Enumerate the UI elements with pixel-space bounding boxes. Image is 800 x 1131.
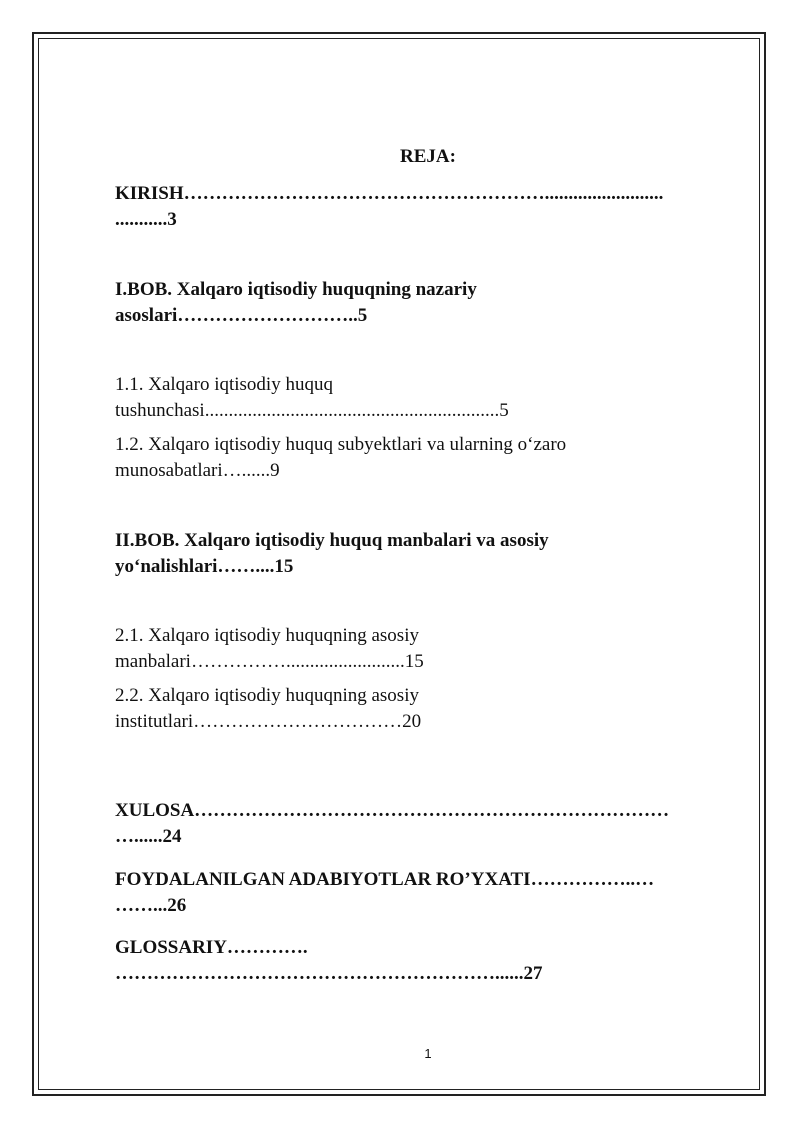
- toc-line: institutlari……………………………20: [115, 711, 422, 732]
- toc-entry-sec11: [115, 372, 745, 424]
- toc-line: ……………………………………………………......27: [115, 963, 543, 984]
- toc-line: tushunchasi..............................................................5: [115, 400, 509, 421]
- toc-line: 1.2. Xalqaro iqtisodiy huquq subyektlari va ularning o‘zaro: [115, 434, 567, 455]
- toc-entry-sec22: [115, 683, 745, 735]
- toc-entry-glossariy: [115, 935, 745, 987]
- toc-entry-sec12: [115, 432, 745, 484]
- toc-entry-xulosa: [115, 798, 745, 850]
- toc-line: 2.1. Xalqaro iqtisodiy huquqning asosiy: [115, 625, 419, 646]
- toc-line: ……...26: [115, 895, 187, 916]
- toc-line: I.BOB. Xalqaro iqtisodiy huquqning nazariy: [115, 279, 477, 300]
- toc-line: XULOSA…………………………………………………………………: [115, 800, 670, 821]
- toc-line: 2.2. Xalqaro iqtisodiy huquqning asosiy: [115, 685, 419, 706]
- toc-line: manbalari…………….........................15: [115, 651, 424, 672]
- toc-entry-foydalanilgan: [115, 867, 745, 919]
- toc-line: yo‘nalishlari……....15: [115, 556, 294, 577]
- toc-entry-bob1: [115, 277, 745, 329]
- toc-entry-kirish: [115, 181, 745, 233]
- toc-line: II.BOB. Xalqaro iqtisodiy huquq manbalari va asosiy: [115, 530, 549, 551]
- toc-line: asoslari………………………..5: [115, 305, 368, 326]
- toc-line: GLOSSARIY………….: [115, 937, 308, 958]
- toc-line: munosabatlari…......9: [115, 460, 280, 481]
- toc-entry-sec21: [115, 623, 745, 675]
- toc-line: …......24: [115, 826, 182, 847]
- page-number: 1: [424, 1046, 432, 1061]
- toc-line: FOYDALANILGAN ADABIYOTLAR RO’YXATI……………..…: [115, 869, 655, 890]
- page-title: REJA:: [400, 146, 456, 167]
- toc-line: ...........3: [115, 209, 177, 230]
- toc-line: KIRISH………………………………………………….........................: [115, 183, 664, 204]
- toc-entry-bob2: [115, 528, 745, 580]
- toc-line: 1.1. Xalqaro iqtisodiy huquq: [115, 374, 333, 395]
